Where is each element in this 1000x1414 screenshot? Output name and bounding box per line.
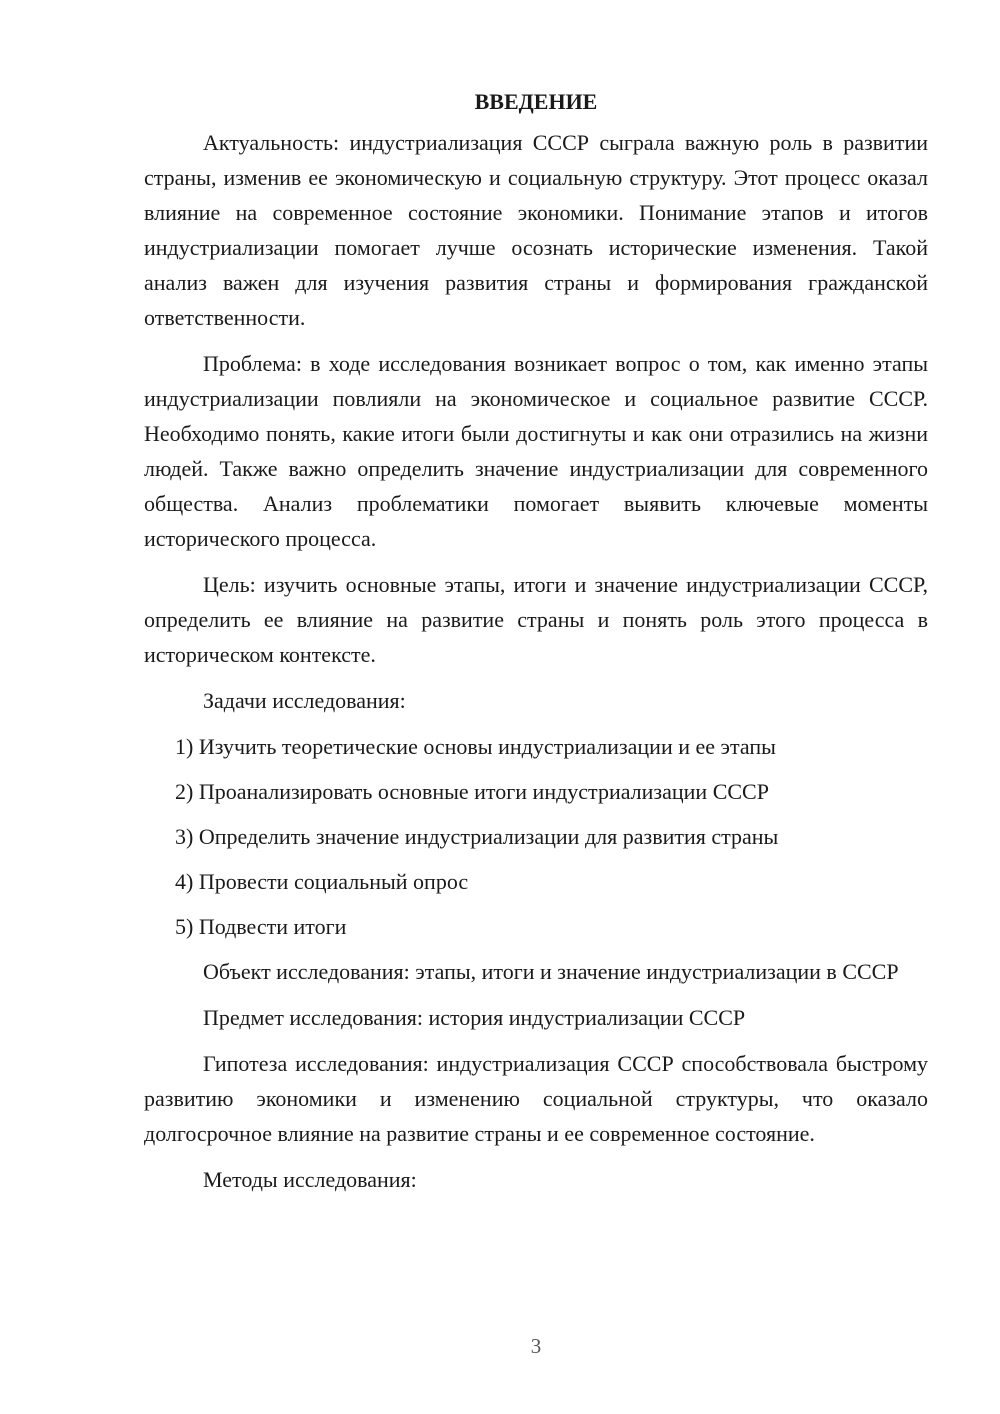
problem-paragraph: Проблема: в ходе исследования возникает вопрос о том, как именно этапы индустриализации повлияли на экономическое и социальное развитие СССР. Необходимо понять, какие итоги были достигнуты и как они отразились на жизни людей. Также важно определить значение индустриализации для современного общества. Анализ проблематики помогает выявить ключевые моменты исторического процесса.: [144, 351, 928, 551]
tasks-list: [144, 729, 928, 944]
hypothesis-paragraph: Гипотеза исследования: индустриализация СССР способствовала быстрому развитию экономики и изменению социальной структуры, что оказало долгосрочное влияние на развитие страны и ее современное состояние.: [144, 1051, 928, 1146]
tasks-heading: Задачи исследования:: [203, 688, 406, 713]
methods-heading: Методы исследования:: [203, 1167, 417, 1192]
relevance-paragraph: Актуальность: индустриализация СССР сыграла важную роль в развитии страны, изменив ее экономическую и социальную структуру. Этот процесс оказал влияние на современное состояние экономики. Понимание этапов и итогов индустриализации помогает лучше осознать исторические изменения. Такой анализ важен для изучения развития страны и формирования гражданской ответственности.: [144, 130, 928, 330]
list-item: 5) Подвести итоги: [175, 914, 347, 939]
subject-paragraph: Предмет исследования: история индустриализации СССР: [203, 1005, 746, 1030]
list-item: 2) Проанализировать основные итоги индустриализации СССР: [175, 779, 769, 804]
page-number: 3: [530, 1334, 542, 1358]
object-paragraph: Объект исследования: этапы, итоги и значение индустриализации в СССР: [203, 959, 899, 984]
page-title: ВВЕДЕНИЕ: [474, 89, 598, 114]
list-item: 3) Определить значение индустриализации для развития страны: [175, 824, 779, 849]
goal-paragraph: Цель: изучить основные этапы, итоги и значение индустриализации СССР, определить ее влияние на развитие страны и понять роль этого процесса в историческом контексте.: [144, 572, 928, 667]
document-page: [144, 90, 928, 1208]
list-item: 4) Провести социальный опрос: [175, 869, 469, 894]
list-item: 1) Изучить теоретические основы индустриализации и ее этапы: [175, 734, 776, 759]
